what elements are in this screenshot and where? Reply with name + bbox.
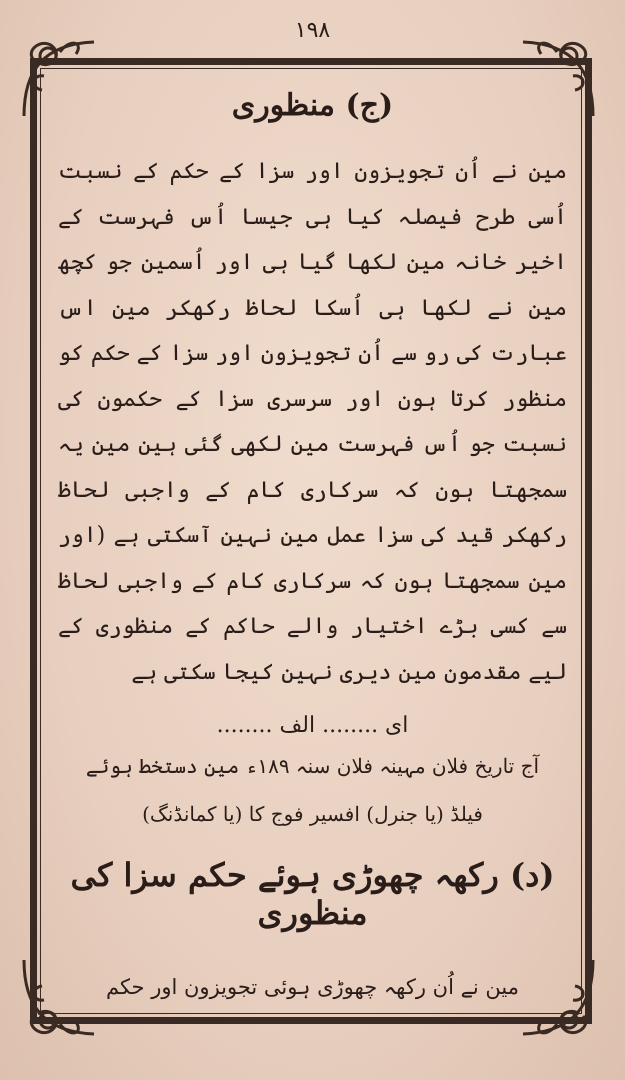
signature-placeholder: ای ........ الف ........ — [216, 713, 409, 738]
page-content — [58, 82, 567, 1008]
body-paragraph: مین نے اُن تجویزون اور سزا کے حکم کے نسبت اُسی طرح فیصلہ کیا ہی جیسا اُس فہرست کے اخیر خانہ مین لکھا گیا ہی اور اُسمین جو کچھ مین نے لکھا ہی اُسکا لحاظ رکھکر مین اس عبارت کی رو سے اُن تجویزون اور سزا کے حکم کو منظور کرتا ہون اور سرسری سزا کے حکمون کی نسبت جو اُس فہرست مین لکھی گئی ہین مین یہ سمجھتا ہون کہ سرکاری کام کے واجبی لحاظ رکھکر قید کی سزا عمل مین نہین آسکتی ہے (اور مین سمجھتا ہون کہ سرکاری کام کے واجبی لحاظ سے کسی بڑے اختیار والے حاکم کے منظوری کے لیے مقدمون مین دیری نہین کیجا سکتی ہے — [58, 159, 567, 685]
section-heading-deferred-sentence: (د) رکھہ چھوڑی ہوئے حکم سزا کی منظوری — [70, 856, 555, 932]
date-line: آج تاریخ فلان مہینہ فلان سنہ ۱۸۹ء مین دستخط ہوئے — [85, 754, 540, 778]
page-number: ۱۹۸ — [294, 18, 331, 43]
continuation-line: مین نے اُن رکھہ چھوڑی ہوئی تجویزون اور حکم — [105, 975, 519, 999]
section-heading-approval: (ج) منظوری — [231, 88, 394, 123]
signatory-title: فیلڈ (یا جنرل) افسیر فوج کا (یا کمانڈنگ) — [142, 802, 483, 826]
